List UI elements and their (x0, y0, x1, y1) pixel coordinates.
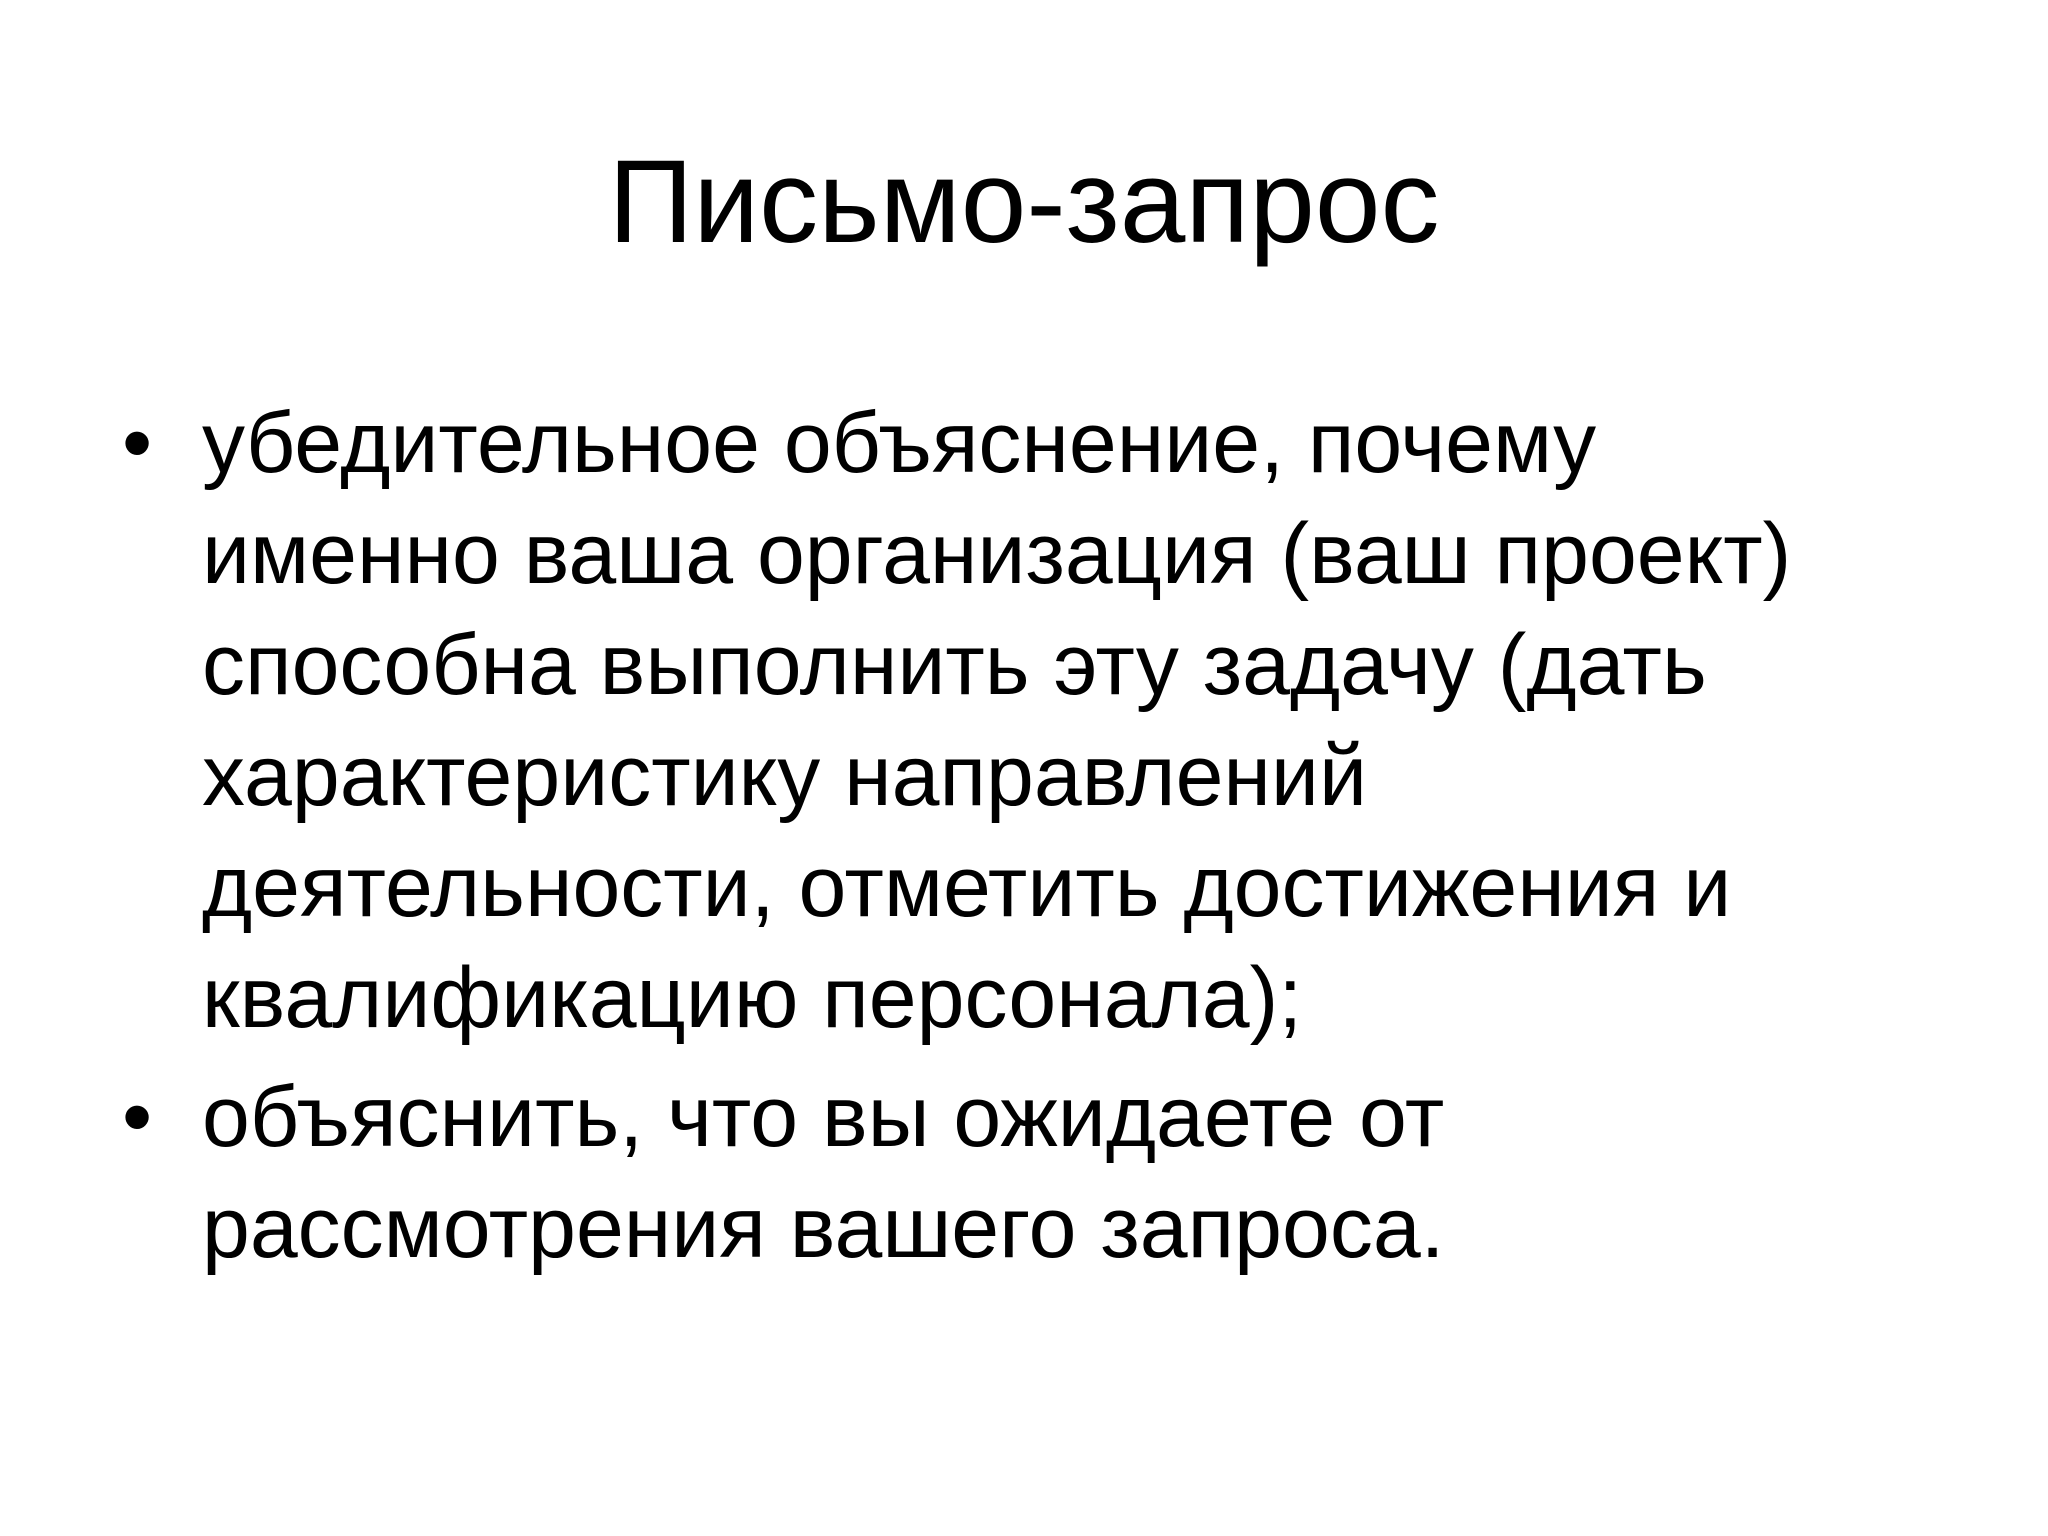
bullet-text: объяснить, что вы ожидаете от рассмотрения вашего запроса. (202, 1069, 1445, 1276)
bullet-item (122, 388, 1922, 1054)
bullet-marker-icon: • (122, 1069, 153, 1165)
slide-title: Письмо-запрос (608, 136, 1440, 268)
bullet-list (122, 388, 1922, 1284)
bullet-text: убедительное объяснение, почему именно ваша организация (ваш проект) способна выполнить эту задачу (дать характеристику направлений деятельности, отметить достижения и квалификацию персонала); (202, 395, 1792, 1046)
bullet-marker-icon: • (122, 395, 153, 491)
bullet-item (122, 1062, 1922, 1284)
